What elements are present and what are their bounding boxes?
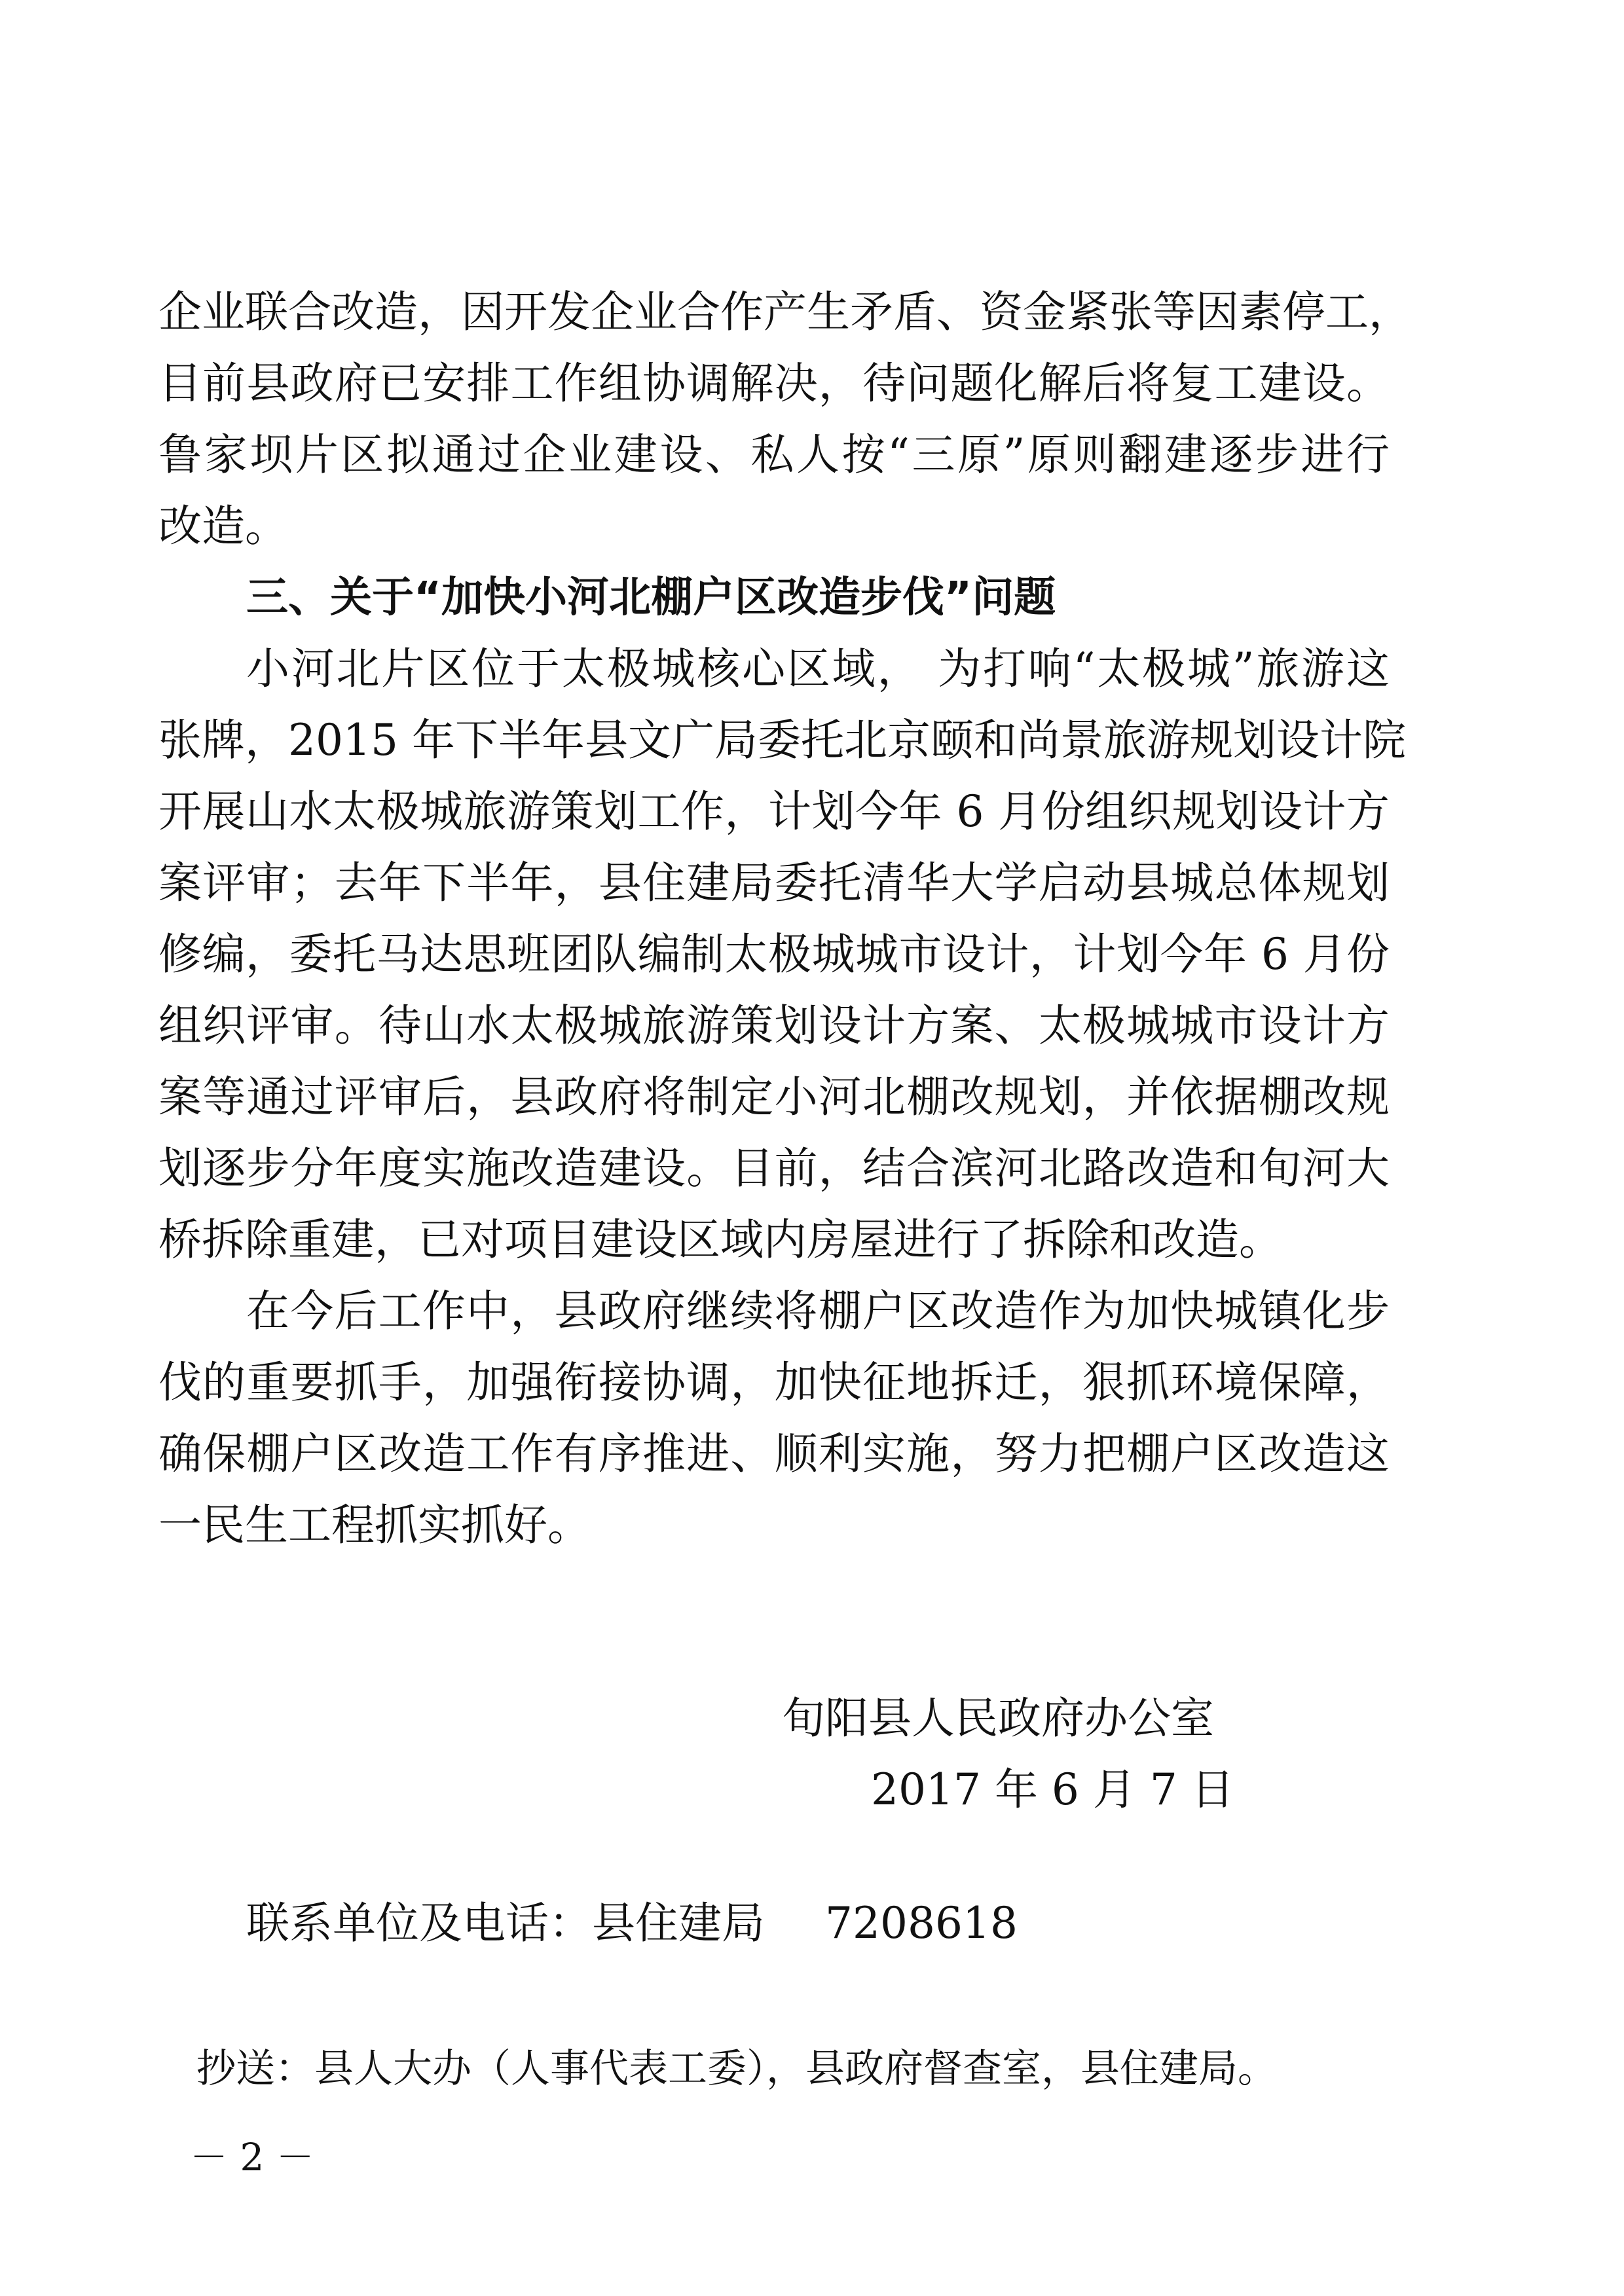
body-line: 组织评审。待山水太极城旅游策划设计方案、太极城城市设计方: [158, 1000, 1390, 1051]
section-heading: 三、关于“加快小河北棚户区改造步伐”问题: [246, 574, 1056, 622]
contact-label: 联系单位及电话：县住建局: [246, 1898, 765, 1948]
cc-line: 抄送：县人大办（人事代表工委），县政府督查室，县住建局。: [196, 2046, 1277, 2092]
body-line: 案评审；去年下半年，县住建局委托清华大学启动县城总体规划: [158, 858, 1390, 908]
body-line: 鲁家坝片区拟通过企业建设、私人按“三原”原则翻建逐步进行: [158, 429, 1390, 480]
contact-info: [246, 1898, 1018, 1948]
body-line: 修编，委托马达思班团队编制太极城城市设计，计划今年 6 月份: [158, 929, 1390, 979]
body-line: 桥拆除重建，已对项目建设区域内房屋进行了拆除和改造。: [158, 1214, 1282, 1265]
signature-organization: 旬阳县人民政府办公室: [782, 1693, 1214, 1743]
contact-phone: 7208618: [825, 1898, 1018, 1948]
body-line: 小河北片区位于太极城核心区域， 为打响“太极城”旅游这: [246, 644, 1390, 694]
body-line: 在今后工作中，县政府继续将棚户区改造作为加快城镇化步: [246, 1286, 1390, 1336]
body-line: 开展山水太极城旅游策划工作，计划今年 6 月份组织规划设计方: [158, 786, 1390, 837]
body-line: 一民生工程抓实抓好。: [158, 1500, 591, 1550]
body-line: 伐的重要抓手，加强衔接协调，加快征地拆迁，狠抓环境保障，: [158, 1357, 1390, 1408]
signature-date: 2017 年 6 月 7 日: [871, 1764, 1234, 1815]
body-line: 案等通过评审后，县政府将制定小河北棚改规划，并依据棚改规: [158, 1072, 1390, 1122]
page-number: － 2 －: [190, 2135, 314, 2179]
body-line: 划逐步分年度实施改造建设。目前，结合滨河北路改造和旬河大: [158, 1143, 1390, 1194]
body-line: 目前县政府已安排工作组协调解决，待问题化解后将复工建设。: [158, 358, 1390, 409]
body-line: 确保棚户区改造工作有序推进、顺利实施，努力把棚户区改造这: [158, 1429, 1390, 1479]
body-line: 企业联合改造，因开发企业合作产生矛盾、资金紧张等因素停工，: [158, 287, 1412, 337]
body-line: 张牌，2015 年下半年县文广局委托北京颐和尚景旅游规划设计院: [158, 715, 1406, 765]
body-line: 改造。: [158, 501, 288, 551]
